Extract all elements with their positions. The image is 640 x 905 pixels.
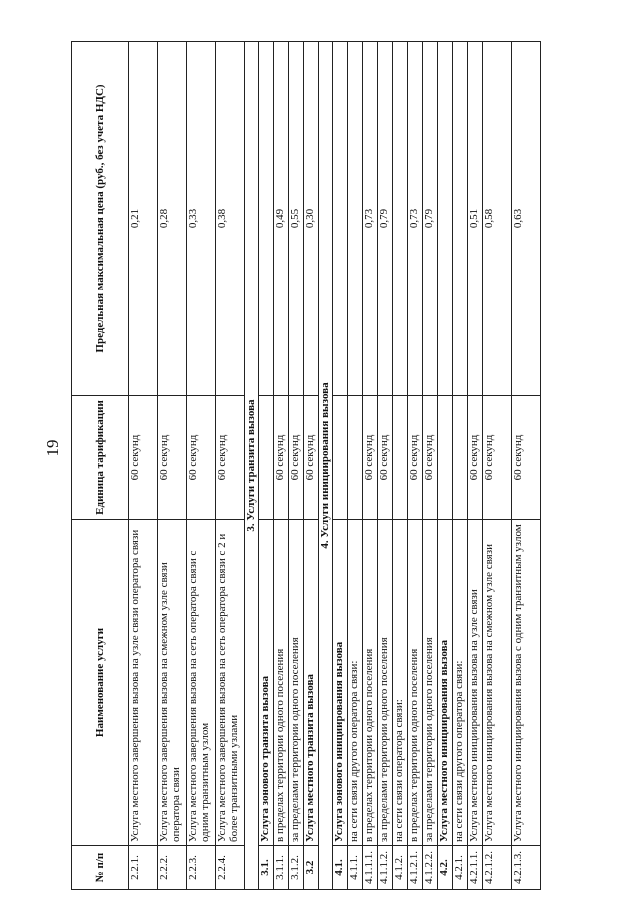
row-service-name: на сети связи другого оператора связи:: [348, 520, 363, 846]
table-row: [216, 42, 245, 890]
row-max-price: [453, 42, 468, 396]
row-billing-unit: 60 секунд: [274, 396, 289, 520]
row-service-name: на сети связи другого оператора связи:: [453, 520, 468, 846]
header-service-name: Наименование услуги: [72, 520, 129, 846]
row-billing-unit: 60 секунд: [378, 396, 393, 520]
row-max-price: 0,51: [468, 42, 483, 396]
row-billing-unit: [348, 396, 363, 520]
row-number: 3.1.: [259, 846, 274, 890]
table-row: [483, 42, 512, 890]
section-title: 3. Услуги транзита вызова: [245, 42, 259, 890]
row-number: 2.2.2.: [158, 846, 187, 890]
row-billing-unit: 60 секунд: [158, 396, 187, 520]
row-service-name: Услуга местного завершения вызова на смежном узле связи оператора связи: [158, 520, 187, 846]
row-service-name: в пределах территории одного поселения: [274, 520, 289, 846]
row-service-name: Услуга местного инициирования вызова на узле связи: [468, 520, 483, 846]
section-title: 4. Услуги инициирования вызова: [319, 42, 333, 890]
row-max-price: 0,79: [423, 42, 438, 396]
table-row: [453, 42, 468, 890]
row-billing-unit: 60 секунд: [304, 396, 319, 520]
table-row: [274, 42, 289, 890]
table-row: [408, 42, 423, 890]
row-number: 4.1.2.1.: [408, 846, 423, 890]
row-max-price: 0,49: [274, 42, 289, 396]
table-row: [289, 42, 304, 890]
row-max-price: [333, 42, 348, 396]
row-number: 4.1.2.2.: [423, 846, 438, 890]
row-service-name: Услуга местного транзита вызова: [304, 520, 319, 846]
row-service-name: Услуга местного инициирования вызова: [438, 520, 453, 846]
row-billing-unit: 60 секунд: [483, 396, 512, 520]
section-row: [319, 42, 333, 890]
row-number: 4.2.1.1.: [468, 846, 483, 890]
header-billing-unit: Единица тарификации: [72, 396, 129, 520]
row-service-name: Услуга местного инициирования вызова с одним транзитным узлом: [512, 520, 541, 846]
table-row: [348, 42, 363, 890]
row-billing-unit: 60 секунд: [468, 396, 483, 520]
row-max-price: 0,28: [158, 42, 187, 396]
row-max-price: 0,30: [304, 42, 319, 396]
table-row: [438, 42, 453, 890]
table-row: [158, 42, 187, 890]
row-number: 4.1.1.1.: [363, 846, 378, 890]
row-billing-unit: 60 секунд: [187, 396, 216, 520]
tariff-table: [71, 41, 541, 890]
table-row: [259, 42, 274, 890]
row-max-price: 0,55: [289, 42, 304, 396]
row-billing-unit: [333, 396, 348, 520]
row-billing-unit: 60 секунд: [129, 396, 158, 520]
row-billing-unit: 60 секунд: [289, 396, 304, 520]
row-billing-unit: 60 секунд: [216, 396, 245, 520]
row-billing-unit: [393, 396, 408, 520]
row-billing-unit: 60 секунд: [512, 396, 541, 520]
row-service-name: Услуга зонового транзита вызова: [259, 520, 274, 846]
row-service-name: в пределах территории одного поселения: [363, 520, 378, 846]
row-max-price: 0,33: [187, 42, 216, 396]
header-max-price: Предельная максимальная цена (руб., без учета НДС): [72, 42, 129, 396]
header-number: № п/п: [72, 846, 129, 890]
table-body: [129, 42, 541, 890]
table-row: [304, 42, 319, 890]
row-max-price: 0,38: [216, 42, 245, 396]
table-row: [129, 42, 158, 890]
row-number: 3.1.1.: [274, 846, 289, 890]
row-billing-unit: [259, 396, 274, 520]
row-number: 4.1.2.: [393, 846, 408, 890]
row-max-price: 0,58: [483, 42, 512, 396]
row-service-name: Услуга местного завершения вызова на узле связи оператора связи: [129, 520, 158, 846]
row-service-name: за пределами территории одного поселения: [423, 520, 438, 846]
table-row: [393, 42, 408, 890]
row-number: 2.2.1.: [129, 846, 158, 890]
table-row: [187, 42, 216, 890]
row-billing-unit: [453, 396, 468, 520]
row-service-name: Услуга местного инициирования вызова на смежном узле связи: [483, 520, 512, 846]
table-row: [423, 42, 438, 890]
row-max-price: [348, 42, 363, 396]
row-max-price: [259, 42, 274, 396]
table-row: [333, 42, 348, 890]
row-number: 4.2.1.: [453, 846, 468, 890]
row-number: 3.2: [304, 846, 319, 890]
rotated-page: [71, 42, 609, 890]
row-billing-unit: 60 секунд: [423, 396, 438, 520]
table-row: [378, 42, 393, 890]
row-number: 4.2.1.3.: [512, 846, 541, 890]
row-max-price: 0,73: [408, 42, 423, 396]
row-service-name: Услуга местного завершения вызова на сеть оператора связи с одним транзитным узлом: [187, 520, 216, 846]
row-number: 3.1.2.: [289, 846, 304, 890]
row-max-price: 0,73: [363, 42, 378, 396]
row-max-price: 0,21: [129, 42, 158, 396]
table-header-row: [72, 42, 129, 890]
row-max-price: 0,63: [512, 42, 541, 396]
row-service-name: Услуга местного завершения вызова на сеть оператора связи с 2 и более транзитными узлами: [216, 520, 245, 846]
row-number: 4.1.: [333, 846, 348, 890]
row-max-price: 0,79: [378, 42, 393, 396]
row-number: 4.2.: [438, 846, 453, 890]
row-service-name: за пределами территории одного поселения: [289, 520, 304, 846]
section-row: [245, 42, 259, 890]
row-billing-unit: [438, 396, 453, 520]
row-number: 4.1.1.: [348, 846, 363, 890]
row-billing-unit: 60 секунд: [363, 396, 378, 520]
row-service-name: за пределами территории одного поселения: [378, 520, 393, 846]
row-number: 4.2.1.2.: [483, 846, 512, 890]
row-number: 2.2.3.: [187, 846, 216, 890]
row-billing-unit: 60 секунд: [408, 396, 423, 520]
row-service-name: Услуга зонового инициирования вызова: [333, 520, 348, 846]
page-number: 19: [43, 439, 62, 457]
row-max-price: [438, 42, 453, 396]
row-service-name: на сети связи оператора связи:: [393, 520, 408, 846]
row-service-name: в пределах территории одного поселения: [408, 520, 423, 846]
row-number: 4.1.1.2.: [378, 846, 393, 890]
table-row: [512, 42, 541, 890]
row-max-price: [393, 42, 408, 396]
table-row: [468, 42, 483, 890]
table-row: [363, 42, 378, 890]
row-number: 2.2.4.: [216, 846, 245, 890]
